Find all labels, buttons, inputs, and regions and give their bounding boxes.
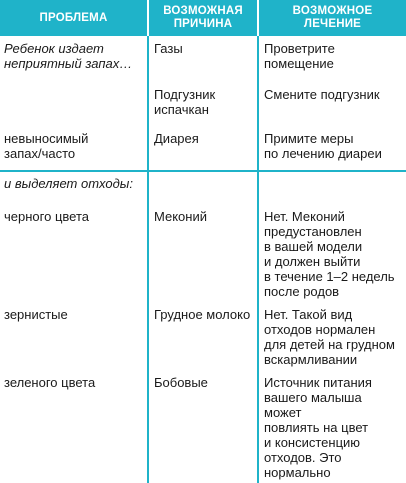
table-row: [0, 302, 406, 370]
cause-cell: Меконий: [148, 199, 258, 302]
problem-cell: [0, 84, 148, 128]
treatment-cell: Примите меры по лечению диареи: [258, 128, 406, 171]
cause-cell: Бобовые: [148, 370, 258, 483]
problem-cell: Ребенок издает неприятный запах…: [0, 36, 148, 84]
table-row: [0, 128, 406, 171]
cause-cell: [148, 171, 258, 199]
cause-cell: Газы: [148, 36, 258, 84]
table-body: [0, 36, 406, 483]
problem-cell: зеленого цвета: [0, 370, 148, 483]
treatment-cell: Нет. Такой вид отходов нормален для детей на грудном вскармливании: [264, 307, 395, 367]
cause-cell: Подгузник испачкан: [148, 84, 258, 128]
table-row: [0, 199, 406, 302]
treatment-cell: Смените подгузник: [264, 87, 380, 102]
cause-cell: Грудное молоко: [148, 302, 258, 370]
header-problem: ПРОБЛЕМА: [0, 0, 148, 36]
header-row: [0, 0, 406, 36]
table-row: [0, 171, 406, 199]
treatment-cell: Проветрите помещение: [264, 41, 335, 71]
treatment-cell: Нет. Меконий предустановлен в вашей модели и должен выйти в течение 1–2 недель после родов: [264, 209, 395, 299]
header-treatment: ВОЗМОЖНОЕ ЛЕЧЕНИЕ: [258, 0, 406, 36]
problem-cell: черного цвета: [0, 199, 148, 302]
table-row: [0, 84, 406, 128]
cause-cell: Диарея: [148, 128, 258, 171]
header-cause: ВОЗМОЖНАЯ ПРИЧИНА: [148, 0, 258, 36]
problem-cell: и выделяет отходы:: [0, 171, 148, 199]
problem-cell: невыносимый запах/часто: [0, 128, 148, 171]
treatment-cell: Источник питания вашего малыша может повлиять на цвет и консистенцию отходов. Это нормально: [264, 375, 372, 480]
table-row: [0, 370, 406, 483]
treatment-cell: [258, 171, 406, 199]
table-row: [0, 36, 406, 84]
problem-cell: зернистые: [0, 302, 148, 370]
table-header: [0, 0, 406, 36]
